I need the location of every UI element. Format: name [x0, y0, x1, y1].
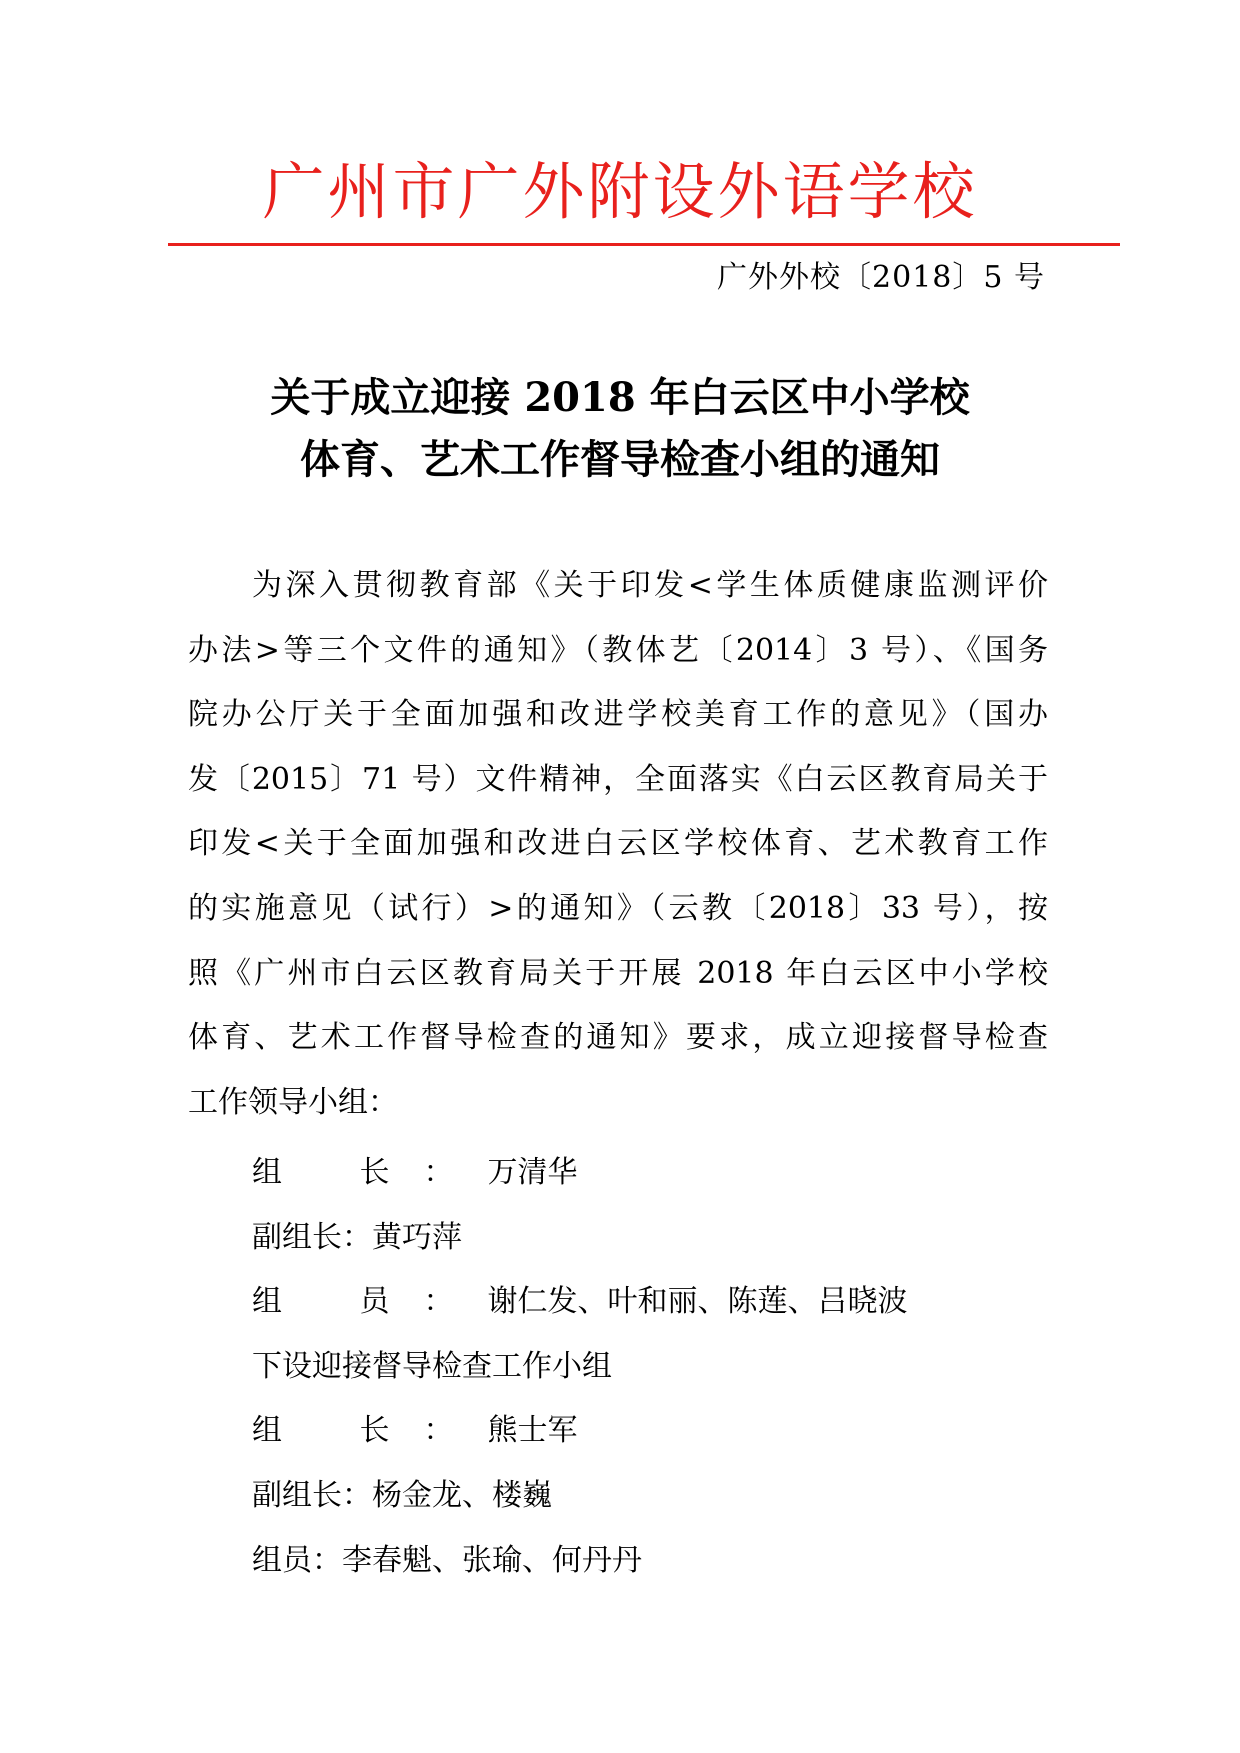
body-line: 体育、艺术工作督导检查的通知》要求，成立迎接督导检查: [188, 1020, 1048, 1056]
document-number: 广外外校〔2018〕5 号: [717, 260, 1045, 295]
work-group-leader-row: [252, 1399, 908, 1464]
member-names: 谢仁发、叶和丽、陈莲、吕晓波: [487, 1284, 908, 1320]
body-line: 发〔2015〕71 号）文件精神，全面落实《白云区教育局关于: [188, 761, 1048, 797]
body-line: 办法>等三个文件的通知》（教体艺〔2014〕3 号）、《国务: [188, 632, 1048, 668]
body-line: 印发<关于全面加强和改进白云区学校体育、艺术教育工作: [188, 826, 1048, 862]
body-line: 的实施意见（试行）>的通知》（云教〔2018〕33 号），按: [188, 890, 1048, 926]
body-line: 照《广州市白云区教育局关于开展 2018 年白云区中小学校: [188, 955, 1048, 991]
leader-label: 组 长：: [252, 1155, 488, 1190]
work-group-members-row: [252, 1529, 908, 1594]
member-names: 李春魁、张瑜、何丹丹: [342, 1542, 642, 1578]
body-line: 工作领导小组：: [188, 1084, 398, 1120]
body-line: 为深入贯彻教育部《关于印发<学生体质健康监测评价: [252, 568, 1048, 603]
deputy-label: 副组长：: [252, 1477, 372, 1513]
group-roster: [252, 1141, 908, 1593]
notice-body: [188, 554, 1048, 1135]
school-letterhead-name: 广州市广外附设外语学校: [262, 155, 978, 228]
notice-title-line-1: 关于成立迎接 2018 年白云区中小学校: [270, 374, 970, 421]
deputy-name: 黄巧萍: [372, 1219, 462, 1255]
members-label: 组员：: [252, 1542, 342, 1578]
leader-group-members-row: [252, 1270, 908, 1335]
leader-name: 熊士军: [487, 1413, 578, 1449]
members-label: 组 员：: [252, 1284, 488, 1320]
deputy-label: 副组长：: [252, 1219, 372, 1255]
leader-group-deputy-row: [252, 1206, 908, 1271]
leader-label: 组 长：: [252, 1413, 488, 1449]
leader-name: 万清华: [487, 1155, 578, 1190]
notice-title-line-2: 体育、艺术工作督导检查小组的通知: [300, 436, 940, 483]
body-line: 院办公厅关于全面加强和改进学校美育工作的意见》（国办: [188, 697, 1048, 733]
leader-group-leader-row: [252, 1141, 908, 1206]
deputy-name: 杨金龙、楼巍: [372, 1477, 552, 1513]
sub-group-heading: 下设迎接督导检查工作小组: [252, 1348, 612, 1384]
work-group-deputy-row: [252, 1464, 908, 1529]
letterhead-red-rule: [168, 243, 1120, 246]
